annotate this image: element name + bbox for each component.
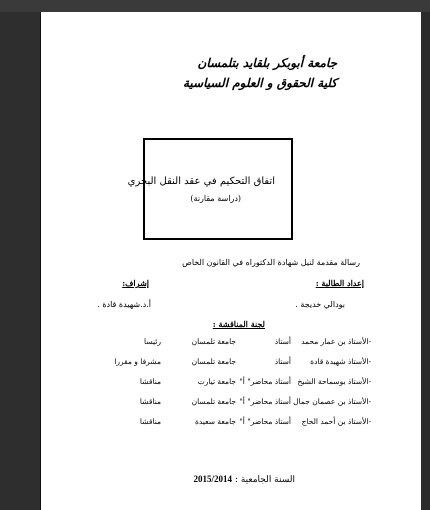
committee-row <box>41 357 421 371</box>
member-university: جامعة تلمسان <box>191 337 236 346</box>
title-box <box>143 138 293 240</box>
thesis-subtitle: (دراسة مقارنة) <box>190 194 241 203</box>
member-rank: أستاذ <box>274 357 291 366</box>
prepared-by-label: إعداد الطالبة : <box>315 278 364 288</box>
committee-row <box>41 377 421 391</box>
member-university: جامعة سعيدة <box>195 417 236 426</box>
thesis-title: اتفاق التحكيم في عقد النقل البحري <box>127 176 275 187</box>
viewer-left-margin <box>0 12 40 510</box>
member-university: جامعة تلمسان <box>191 357 236 366</box>
thesis-statement: رسالة مقدمة لنيل شهادة الدكتوراه في القانون الخاص <box>182 258 360 267</box>
academic-year-label: السنة الجامعية : <box>234 475 295 485</box>
member-name: -الأستاذ بن عمار محمد <box>301 337 371 346</box>
academic-year <box>194 474 295 485</box>
member-rank: أستاذ محاضر" أ" <box>239 417 291 426</box>
member-role: مشرفا و مقررا <box>114 357 161 366</box>
member-role: رئيسا <box>144 337 161 346</box>
viewer-top-bar <box>0 0 430 12</box>
document-page <box>40 12 421 510</box>
member-role: مناقشا <box>139 397 161 406</box>
member-role: مناقشا <box>139 377 161 386</box>
supervisor-name: أ.د.شهيدة قادة . <box>97 300 151 309</box>
committee-row <box>41 337 421 351</box>
member-name: -الأستاذ شهيدة قادة <box>310 357 371 366</box>
member-university: جامعة تيارت <box>197 377 236 386</box>
member-name: -الأستاذ بوسماحة الشيخ <box>297 377 371 386</box>
member-rank: أستاذ <box>274 337 291 346</box>
committee-row <box>41 417 421 431</box>
student-name: بودالي خديجة . <box>295 300 345 309</box>
academic-year-value: 2015/2014 <box>193 474 233 484</box>
member-rank: أستاذ محاضر" أ" <box>239 397 291 406</box>
committee-heading: لجنة المناقشة : <box>212 319 265 329</box>
committee-row <box>41 397 421 411</box>
member-rank: أستاذ محاضر" أ" <box>239 377 291 386</box>
member-university: جامعة تلمسان <box>191 397 236 406</box>
supervision-label: إشراف: <box>122 278 149 288</box>
faculty-name: كلية الحقوق و العلوم السياسية <box>182 76 337 90</box>
member-name: -الأستاذ بن أحمد الحاج <box>301 417 371 426</box>
member-role: مناقشا <box>139 417 161 426</box>
university-name: جامعة أبوبكر بلقايد بتلمسان <box>197 56 337 70</box>
member-name: -الأستاذ بن عصمان جمال <box>293 397 371 406</box>
